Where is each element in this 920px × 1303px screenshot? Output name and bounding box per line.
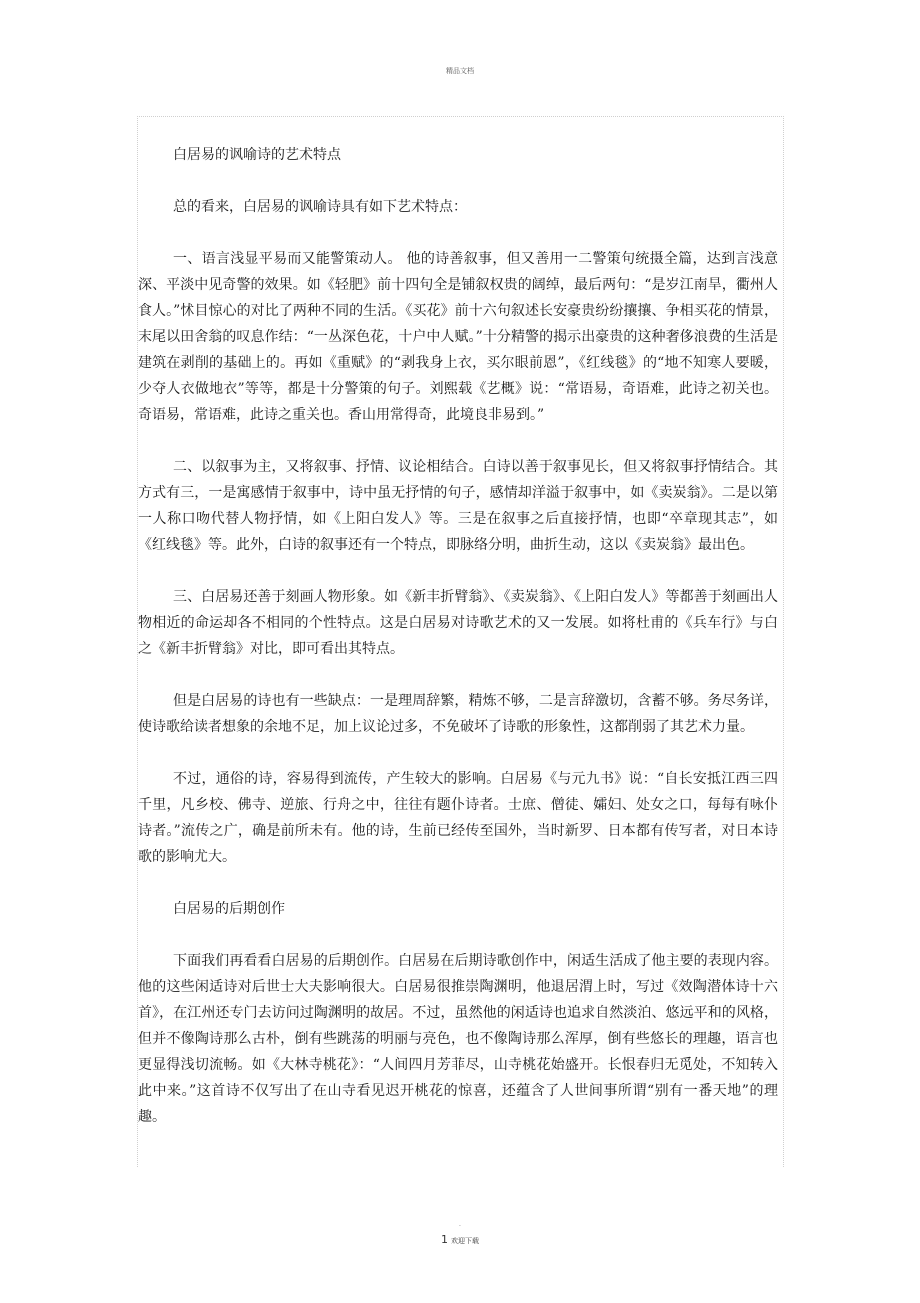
article-title: 白居易的讽喻诗的艺术特点 bbox=[173, 147, 341, 163]
point-1-paragraph: 一、语言浅显平易而又能警策动人。 他的诗善叙事，但又善用一二警策句统摄全篇，达到言浅意深、平淡中见奇警的效果。如《轻肥》前十四句全是铺叙权贵的阔绰，最后两句：“是岁江南旱，衢州人食人。”怵目惊心的对比了两种不同的生活。《买花》前十六句叙述长安豪贵纷纷攘攘、争相买花的情景，末尾以田舍翁的叹息作结：“一丛深色花，十户中人赋。”十分精警的揭示出豪贵的这种奢侈浪费的生活是建筑在剥削的基础上的。再如《重赋》的“剥我身上衣，买尔眼前恩”，《红线毯》的“地不知寒人要暖，少夺人衣做地衣”等等，都是十分警策的句子。刘熙载《艺概》说：“常语易，奇语难，此诗之初关也。奇语易，常语难，此诗之重关也。香山用常得奇，此境良非易到。” bbox=[138, 251, 778, 423]
weakness-paragraph: 但是白居易的诗也有一些缺点：一是理周辞繁，精炼不够，二是言辞激切，含蓄不够。务尽务详，使诗歌给读者想象的余地不足，加上议论过多，不免破坏了诗歌的形象性，这都削弱了其艺术力量。 bbox=[138, 693, 778, 735]
intro-paragraph: 总的看来，白居易的讽喻诗具有如下艺术特点： bbox=[173, 199, 467, 215]
header-watermark: 精品文档 bbox=[446, 67, 474, 75]
footer-dot: . bbox=[459, 1221, 461, 1228]
point-2-paragraph: 二、以叙事为主，又将叙事、抒情、议论相结合。白诗以善于叙事见长，但又将叙事抒情结合。其方式有三，一是寓感情于叙事中，诗中虽无抒情的句子，感情却洋溢于叙事中，如《卖炭翁》。二是以第一人称口吻代替人物抒情，如《上阳白发人》等。三是在叙事之后直接抒情，也即“卒章现其志”，如《红线毯》等。此外，白诗的叙事还有一个特点，即脉络分明，曲折生动，这以《卖炭翁》最出色。 bbox=[138, 459, 778, 553]
footer-caption: 欢迎下载 bbox=[451, 1237, 479, 1245]
document-body bbox=[138, 116, 778, 1130]
page-footer bbox=[0, 1222, 920, 1247]
later-works-paragraph: 下面我们再看看白居易的后期创作。白居易在后期诗歌创作中，闲适生活成了他主要的表现内容。他的这些闲适诗对后世士大夫影响很大。白居易很推崇陶渊明，他退居渭上时，写过《效陶潜体诗十六首》，在江州还专门去访问过陶渊明的故居。不过，虽然他的闲适诗也追求自然淡泊、悠远平和的风格，但并不像陶诗那么古朴，倒有些跳荡的明丽与亮色，也不像陶诗那么浑厚，倒有些悠长的理趣，语言也更显得浅切流畅。如《大林寺桃花》：“人间四月芳菲尽，山寺桃花始盛开。长恨春归无觅处，不知转入此中来。”这首诗不仅写出了在山寺看见迟开桃花的惊喜，还蕴含了人世间事所谓“别有一番天地”的理趣。 bbox=[138, 953, 778, 1125]
influence-paragraph: 不过，通俗的诗，容易得到流传，产生较大的影响。白居易《与元九书》说：“自长安抵江西三四千里，凡乡校、佛寺、逆旅、行舟之中，往往有题仆诗者。士庶、僧徒、孀妇、处女之口，每每有咏仆诗者。”流传之广，确是前所未有。他的诗，生前已经传至国外，当时新罗、日本都有传写者，对日本诗歌的影响尤大。 bbox=[138, 771, 778, 865]
page-number: 1 bbox=[441, 1233, 448, 1246]
section-2-title: 白居易的后期创作 bbox=[173, 901, 285, 917]
point-3-paragraph: 三、白居易还善于刻画人物形象。如《新丰折臂翁》、《卖炭翁》、《上阳白发人》等都善于刻画出人物相近的命运却各不相同的个性特点。这是白居易对诗歌艺术的又一发展。如将杜甫的《兵车行》与白之《新丰折臂翁》对比，即可看出其特点。 bbox=[138, 589, 778, 657]
